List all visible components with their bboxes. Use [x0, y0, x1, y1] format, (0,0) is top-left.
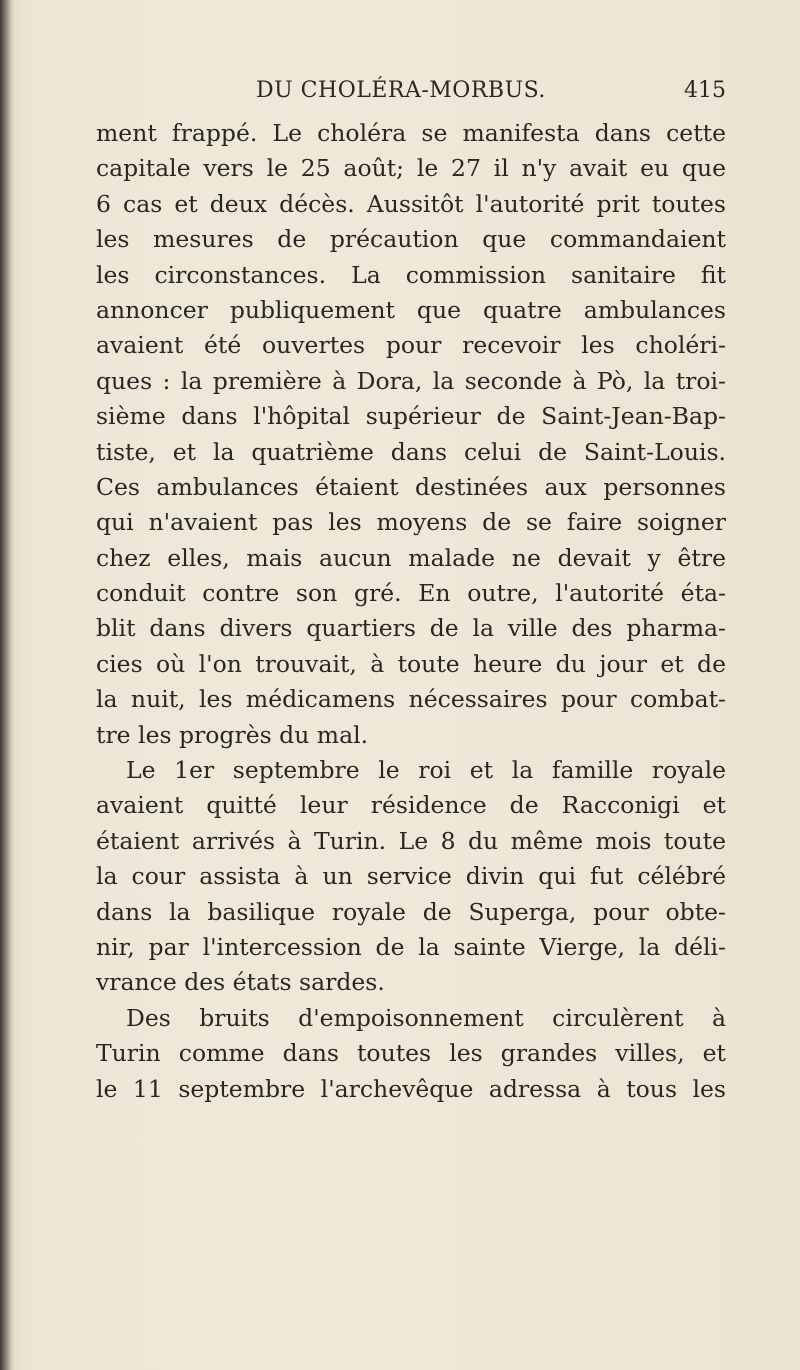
text-line: Turin comme dans toutes les grandes villes, et: [96, 1039, 726, 1068]
text-line: chez elles, mais aucun malade ne devait y être: [96, 543, 726, 572]
text-line: dans la basilique royale de Superga, pour obte-: [96, 897, 726, 926]
running-title: DU CHOLÉRA-MORBUS.: [256, 78, 546, 103]
text-line: les mesures de précaution que commandaient: [96, 225, 726, 254]
paragraph-first-line: Le 1er septembre le roi et la famille royale: [126, 756, 726, 785]
text-line: avaient été ouvertes pour recevoir les choléri-: [96, 331, 726, 360]
text-line: la cour assista à un service divin qui fut célébré: [96, 862, 726, 891]
text-line: étaient arrivés à Turin. Le 8 du même mois toute: [96, 826, 726, 855]
paragraph-last-line: vrance des états sardes.: [96, 968, 385, 997]
paragraph-last-line: tre les progrès du mal.: [96, 720, 369, 749]
text-line: annoncer publiquement que quatre ambulances: [96, 295, 726, 324]
text-line: la nuit, les médicamens nécessaires pour combat-: [96, 685, 726, 714]
text-line: blit dans divers quartiers de la ville des pharma-: [96, 614, 726, 643]
text-line: capitale vers le 25 août; le 27 il n'y avait eu que: [96, 154, 726, 183]
text-line: nir, par l'intercession de la sainte Vierge, la déli-: [96, 932, 726, 961]
text-line: ques : la première à Dora, la seconde à Pò, la troi-: [96, 366, 726, 395]
paragraph-first-line: Des bruits d'empoisonnement circulèrent à: [126, 1003, 726, 1032]
text-line: conduit contre son gré. En outre, l'autorité éta-: [96, 579, 726, 608]
text-line: les circonstances. La commission sanitaire fit: [96, 260, 726, 289]
text-line: tiste, et la quatrième dans celui de Saint-Louis.: [96, 437, 726, 466]
text-line: 6 cas et deux décès. Aussitôt l'autorité prit toutes: [96, 189, 726, 218]
text-line: sième dans l'hôpital supérieur de Saint-Jean-Bap-: [96, 402, 726, 431]
text-line: ment frappé. Le choléra se manifesta dans cette: [96, 119, 726, 147]
page-gutter-shadow: [0, 0, 14, 1370]
text-line: le 11 septembre l'archevêque adressa à tous les: [96, 1074, 726, 1103]
text-line: qui n'avaient pas les moyens de se faire soigner: [96, 508, 726, 537]
running-head: [96, 78, 726, 112]
text-line: avaient quitté leur résidence de Racconigi et: [96, 791, 726, 820]
text-line: cies où l'on trouvait, à toute heure du jour et de: [96, 649, 726, 678]
page-number: 415: [684, 78, 726, 103]
text-line: Ces ambulances étaient destinées aux personnes: [96, 472, 726, 501]
body-text: [96, 116, 726, 1107]
